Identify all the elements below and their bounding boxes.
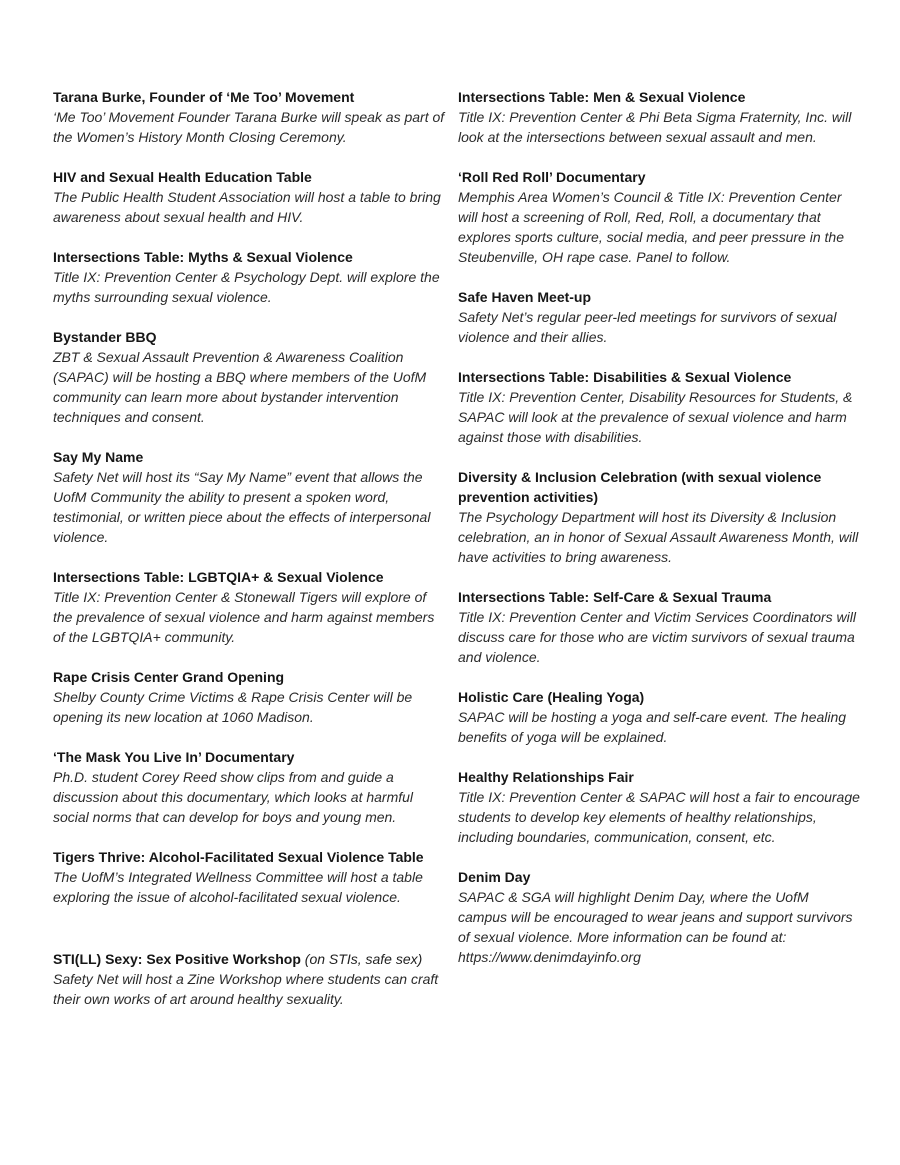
event-section [53, 447, 447, 547]
event-title-text: Rape Crisis Center Grand Opening [53, 669, 285, 685]
event-description: Title IX: Prevention Center & SAPAC will host a fair to encourage students to develop key elements of healthy relationships, including boundaries, communication, consent, etc. [458, 789, 860, 845]
event-title-text: Say My Name [53, 449, 144, 465]
event-title-text: ‘Roll Red Roll’ Documentary [458, 169, 646, 185]
event-title-text: Bystander BBQ [53, 329, 157, 345]
event-title [458, 687, 860, 707]
event-title [53, 747, 447, 767]
event-title-text: ‘The Mask You Live In’ Documentary [53, 749, 295, 765]
event-description: Shelby County Crime Victims & Rape Crisis Center will be opening its new location at 1060 Madison. [53, 689, 413, 725]
event-title [458, 367, 860, 387]
event-title-text: Tigers Thrive: Alcohol-Facilitated Sexual Violence Table [53, 849, 424, 865]
event-title-text: Denim Day [458, 869, 531, 885]
event-title-text: Intersections Table: Self-Care & Sexual Trauma [458, 589, 772, 605]
event-title [53, 247, 447, 267]
column-left [53, 87, 447, 1029]
event-description: Ph.D. student Corey Reed show clips from and guide a discussion about this documentary, which looks at harmful social norms that can develop for boys and young men. [53, 769, 414, 825]
event-title [53, 847, 447, 867]
event-title-text: Safe Haven Meet-up [458, 289, 592, 305]
event-title-text: Intersections Table: Men & Sexual Violence [458, 89, 746, 105]
event-title-text: Holistic Care (Healing Yoga) [458, 689, 645, 705]
event-title [458, 767, 860, 787]
event-title [53, 949, 447, 969]
event-title [53, 327, 447, 347]
event-title-text: Diversity & Inclusion Celebration (with sexual violence prevention activities) [458, 469, 822, 505]
event-title [458, 287, 860, 307]
event-section [53, 247, 447, 307]
event-title-text: Tarana Burke, Founder of ‘Me Too’ Movement [53, 89, 355, 105]
event-section [53, 847, 447, 907]
event-description: Safety Net will host its “Say My Name” event that allows the UofM Community the ability to present a spoken word, testimonial, or written piece about the effects of interpersonal violence. [53, 469, 431, 545]
event-title [53, 447, 447, 467]
event-description: ‘Me Too’ Movement Founder Tarana Burke will speak as part of the Women’s History Month Closing Ceremony. [53, 109, 445, 145]
event-title [458, 467, 860, 507]
event-section [458, 587, 860, 667]
event-section [458, 367, 860, 447]
event-title [458, 867, 860, 887]
event-title [458, 87, 860, 107]
event-section [458, 287, 860, 347]
event-title [458, 587, 860, 607]
event-section [53, 949, 447, 1009]
event-section [53, 567, 447, 647]
event-section [458, 867, 860, 967]
event-description: The UofM’s Integrated Wellness Committee will host a table exploring the issue of alcohol-facilitated sexual violence. [53, 869, 423, 905]
column-right [458, 87, 860, 987]
event-section [53, 167, 447, 227]
event-description: Title IX: Prevention Center & Phi Beta Sigma Fraternity, Inc. will look at the intersections between sexual assault and men. [458, 109, 852, 145]
event-section [53, 747, 447, 827]
event-title-text: Intersections Table: Myths & Sexual Violence [53, 249, 353, 265]
event-section [53, 87, 447, 147]
event-description: Memphis Area Women’s Council & Title IX: Prevention Center will host a screening of Roll, Red, Roll, a documentary that explores sports culture, social media, and peer pressure in the Steubenville, OH rape case. Panel to follow. [458, 189, 844, 265]
event-title [458, 167, 860, 187]
event-section [458, 87, 860, 147]
event-description: Title IX: Prevention Center and Victim Services Coordinators will discuss care for those who are victim survivors of sexual trauma and violence. [458, 609, 857, 665]
event-description: The Psychology Department will host its Diversity & Inclusion celebration, an in honor of Sexual Assault Awareness Month, will have activities to bring awareness. [458, 509, 859, 565]
event-description: Title IX: Prevention Center, Disability Resources for Students, & SAPAC will look at the prevalence of sexual violence and harm against those with disabilities. [458, 389, 853, 445]
event-section [458, 767, 860, 847]
event-title-text: STI(LL) Sexy: Sex Positive Workshop [53, 951, 301, 967]
event-title-text: Intersections Table: Disabilities & Sexual Violence [458, 369, 792, 385]
event-title [53, 167, 447, 187]
event-title-text: HIV and Sexual Health Education Table [53, 169, 312, 185]
event-title [53, 667, 447, 687]
event-section [458, 467, 860, 567]
event-title-text: Healthy Relationships Fair [458, 769, 634, 785]
event-title [53, 87, 447, 107]
event-title-suffix: (on STIs, safe sex) [300, 951, 423, 967]
event-description: Title IX: Prevention Center & Stonewall Tigers will explore of the prevalence of sexual violence and harm against members of the LGBTQIA+ community. [53, 589, 435, 645]
event-section [53, 327, 447, 427]
event-title-text: Intersections Table: LGBTQIA+ & Sexual Violence [53, 569, 384, 585]
event-description: ZBT & Sexual Assault Prevention & Awareness Coalition (SAPAC) will be hosting a BBQ where members of the UofM community can learn more about bystander intervention techniques and consent. [53, 349, 427, 425]
event-description: Safety Net’s regular peer-led meetings for survivors of sexual violence and their allies. [458, 309, 837, 345]
event-title [53, 567, 447, 587]
event-section [458, 167, 860, 267]
event-description: SAPAC & SGA will highlight Denim Day, where the UofM campus will be encouraged to wear jeans and support survivors of sexual violence. More information can be found at: https://www.denimdayinfo.org [458, 889, 853, 965]
event-section [53, 667, 447, 727]
event-section [458, 687, 860, 747]
event-description: SAPAC will be hosting a yoga and self-care event. The healing benefits of yoga will be explained. [458, 709, 847, 745]
event-description: Safety Net will host a Zine Workshop where students can craft their own works of art around healthy sexuality. [53, 971, 439, 1007]
event-description: Title IX: Prevention Center & Psychology Dept. will explore the myths surrounding sexual violence. [53, 269, 440, 305]
event-description: The Public Health Student Association will host a table to bring awareness about sexual health and HIV. [53, 189, 441, 225]
